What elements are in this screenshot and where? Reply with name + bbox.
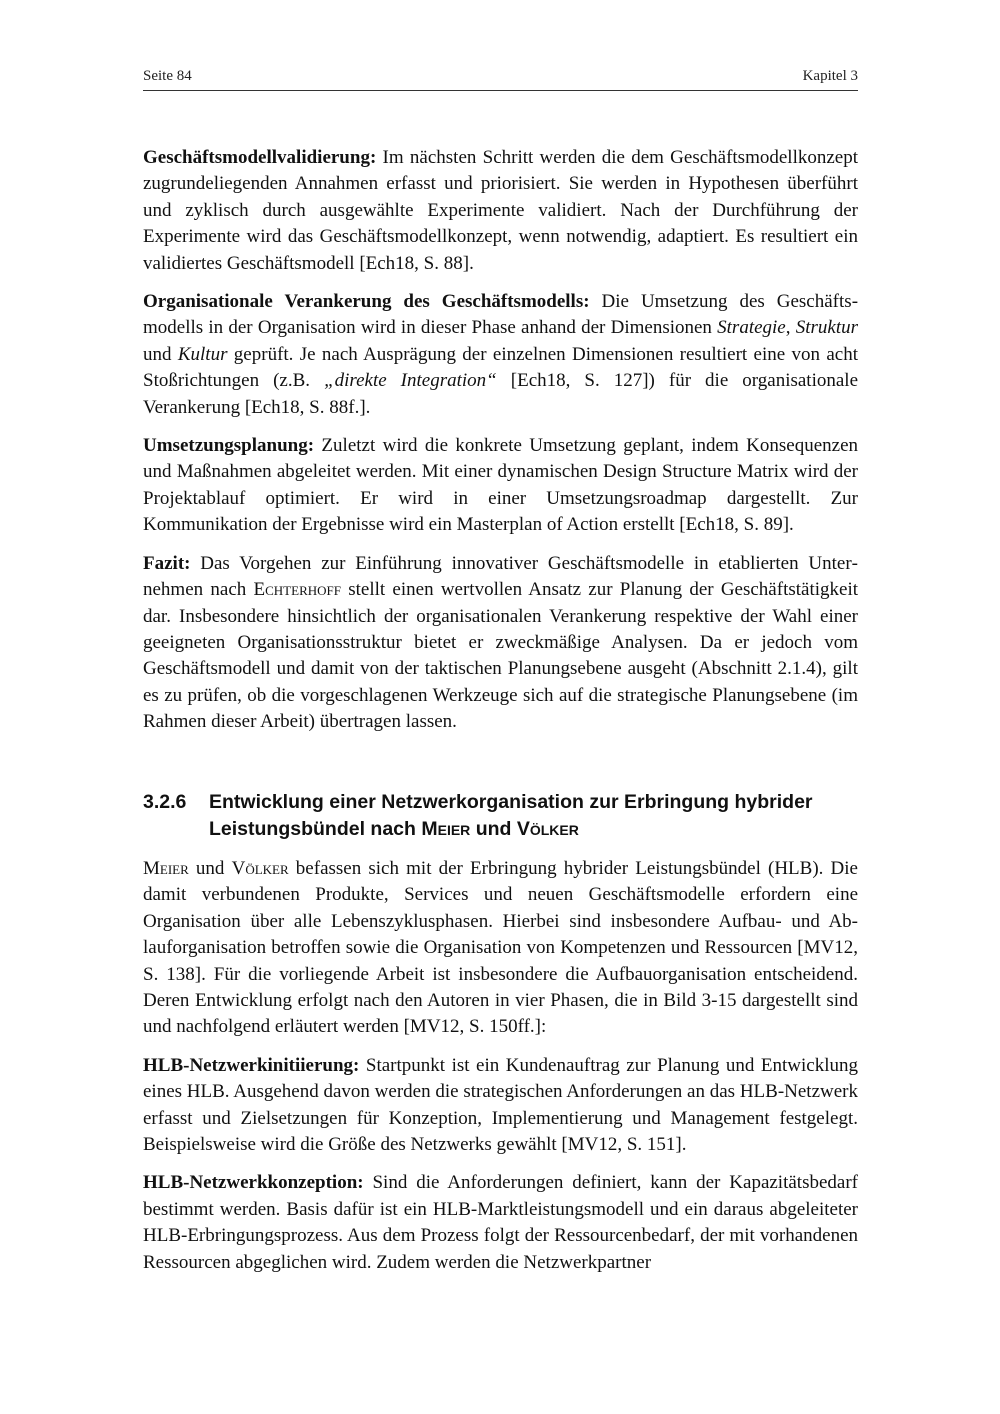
section-number: 3.2.6 [143, 791, 187, 813]
paragraph-term: Geschäftsmodellvalidierung: [143, 147, 377, 168]
paragraph-intro-hlb [143, 856, 858, 1041]
paragraph-term: Organisationale Verankerung des Geschäftsmodells: [143, 291, 590, 313]
paragraph-fazit [143, 551, 858, 736]
italic-term-strategie: Strategie [717, 317, 786, 339]
paragraph-geschaeftsmodellvalidierung [143, 145, 858, 277]
italic-term-direkte-integration: „direkte Integration“ [324, 370, 497, 392]
chapter-label: Kapitel 3 [802, 68, 858, 84]
paragraph-text: , [785, 317, 796, 339]
page-header [143, 66, 858, 91]
author-name: Völker [231, 858, 289, 879]
paragraph-term: HLB-Netzwerkkonzeption: [143, 1172, 364, 1194]
paragraph-term: Fazit: [143, 552, 191, 574]
body-text-lower [143, 856, 858, 1276]
paragraph-text: und [143, 343, 178, 365]
paragraph-text: [Ech18, S. 127]) für die organisationale Verankerung [Ech18, S. 88f.]. [143, 370, 859, 418]
paragraph-text: befassen sich mit der Erbringung hybrider Leistungsbündel (HLB). Die damit verbundenen Produkte, Services und neuen Geschäftsmodelle erfordern eine Organisation über alle Lebenszyklusphasen. Hierbei sind insbesondere Aufbau- und Ablauforganisation betroffen sowie die Organisation von Kompetenzen und Ressourcen [MV12, S. 138]. Für die vorliegende Arbeit ist insbesondere die Aufbauorganisation entscheidend. Deren Entwicklung erfolgt nach den Autoren in vier Phasen, die in Bild 3-15 dargestellt sind und nachfolgend erläutert werden [MV12, S. 150ff.]: [143, 858, 858, 1038]
paragraph-hlb-netzwerkkonzeption [143, 1170, 858, 1276]
author-name: Meier [421, 818, 471, 840]
paragraph-text: Startpunkt ist ein Kundenauftrag zur Planung und Entwicklung eines HLB. Ausgehend davon werden die strategischen Anforderungen an das HLB-Netzwerk erfasst und Zielsetzungen für Konzeption, Implementierung und Management festgelegt. Beispielsweise wird die Größe des Netzwerks gewählt [MV12, S. 151]. [143, 1054, 858, 1156]
author-name: Völker [516, 818, 579, 840]
author-name: Meier [143, 858, 189, 879]
section-title: Entwicklung einer Netzwerkorganisation zur Erbringung hybrider Leistungsbündel nach Meier und Völker [209, 791, 813, 840]
body-text-upper [143, 145, 858, 736]
paragraph-term: HLB-Netzwerkinitiierung: [143, 1054, 360, 1076]
paragraph-text: stellt einen wertvollen Ansatz zur Planung der Geschäftstätigkeit dar. Insbesondere hinsichtlich der organisationalen Verankerung respektive der Wahl einer geeigneten Organisationsstruktur bietet er zweckmäßige Analysen. Da er jedoch vom Geschäftsmodell und damit von der taktischen Planungsebene ausgeht (Abschnitt 2.1.4), gilt es zu prüfen, ob die vorgeschlagenen Werkzeuge sich auf die strategische Planungsebene (im Rahmen dieser Arbeit) übertragen lassen. [143, 579, 858, 733]
italic-term-kultur: Kultur [177, 343, 228, 365]
paragraph-text: Im nächsten Schritt werden die dem Geschäftsmodellkonzept zugrundeliegenden Annahmen erfasst und priorisiert. Sie werden in Hypothesen überführt und zyklisch durch ausgewählte Experimente validiert. Nach der Durchführung der Experimente wird das Geschäftsmodellkonzept, wenn notwendig, adaptiert. Es resultiert ein validiertes Geschäftsmodell [Ech18, S. 88]. [143, 147, 858, 274]
paragraph-umsetzungsplanung [143, 433, 858, 539]
paragraph-hlb-netzwerkinitiierung [143, 1053, 858, 1159]
paragraph-term: Umsetzungsplanung: [143, 435, 315, 457]
page-number: Seite 84 [143, 68, 192, 84]
author-name: Echterhoff [253, 579, 341, 601]
paragraph-text: Das Vorgehen zur Einführung innovativer Geschäftsmodelle in etablierten Unternehmen nach [143, 552, 858, 601]
paragraph-text: Sind die Anforderungen definiert, kann der Kapazitätsbedarf bestimmt werden. Basis dafür ist ein HLB-Marktleistungsmodell und ein daraus abgeleiteter HLB-Erbringungsprozess. Aus dem Prozess folgt der Ressourcenbedarf, der mit vorhandenen Ressourcen abgeglichen wird. Zudem werden die Netzwerkpartner [143, 1172, 858, 1273]
paragraph-text: und [188, 858, 232, 879]
italic-term-struktur: Struktur [795, 317, 858, 339]
paragraph-text: Zuletzt wird die konkrete Umsetzung geplant, indem Konsequenzen und Maßnahmen abgeleitet werden. Mit einer dynamischen Design Structure Matrix wird der Projektablauf optimiert. Er wird in einer Umsetzungsroadmap dargestellt. Zur Kommunikation der Ergebnisse wird ein Masterplan of Action erstellt [Ech18, S. 89]. [143, 435, 858, 536]
paragraph-organisationale-verankerung [143, 289, 858, 421]
paragraph-text: geprüft. Je nach Ausprägung der einzelnen Dimensionen resultiert eine von acht Stoßrichtungen (z.B. [143, 343, 859, 392]
paragraph-text: Die Umsetzung des Geschäftsmodells in der Organisation wird in dieser Phase anhand der Dimensionen [143, 291, 859, 339]
